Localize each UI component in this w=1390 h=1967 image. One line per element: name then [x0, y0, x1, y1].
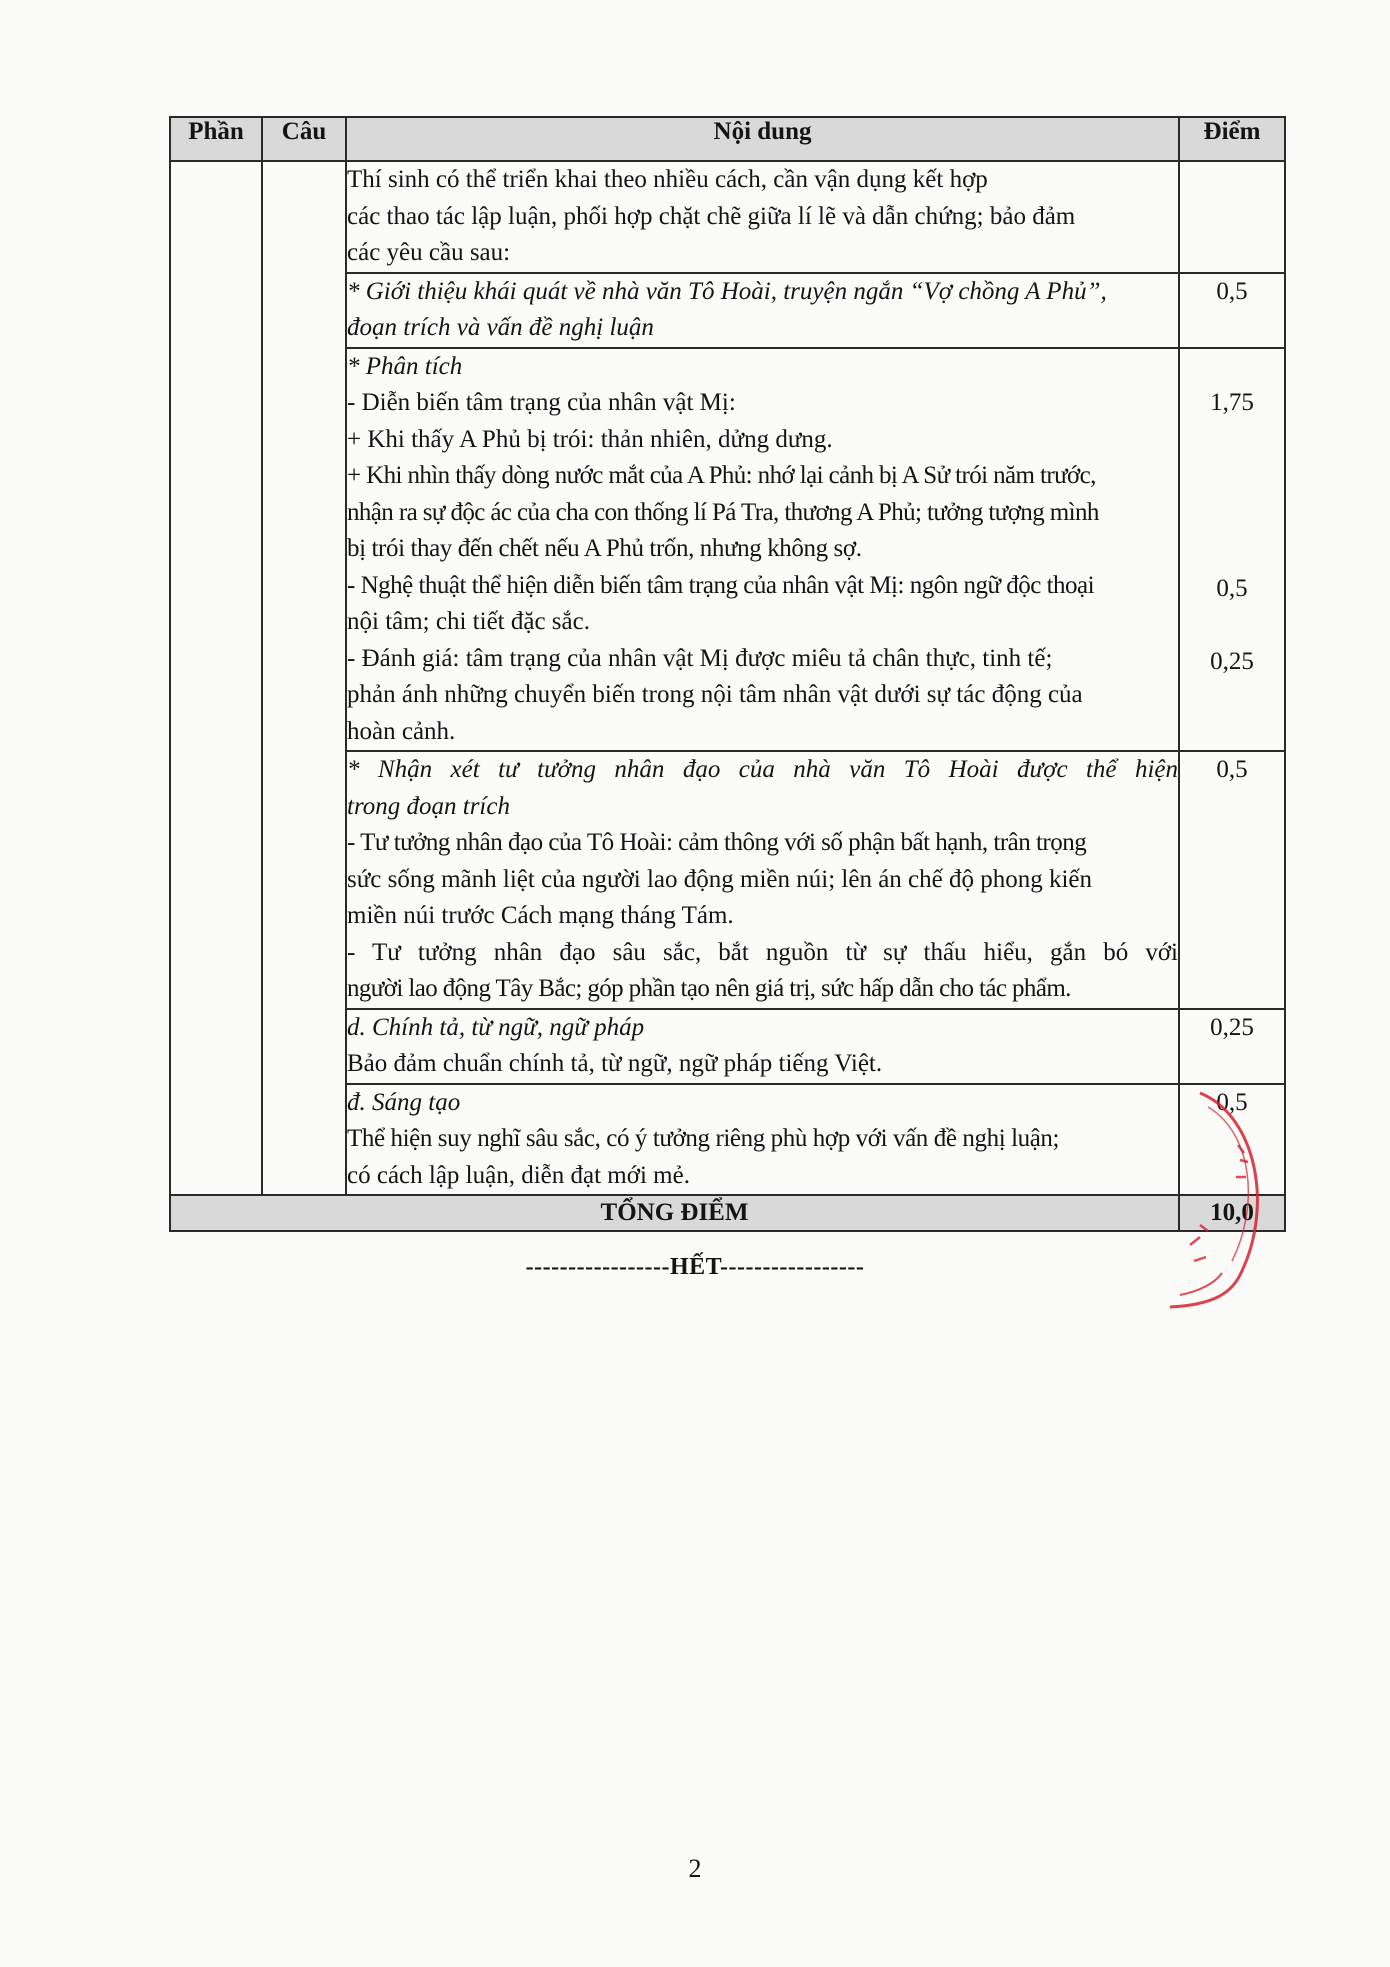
spelling-line: Bảo đảm chuẩn chính tả, từ ngữ, ngữ pháp tiếng Việt. [347, 1050, 883, 1077]
total-label: TỔNG ĐIỂM [170, 1195, 1179, 1231]
header-question: Câu [262, 117, 346, 161]
score-value: 0,5 [1216, 756, 1248, 783]
part-cell [170, 161, 262, 1195]
introduction-line: đoạn trích và vấn đề nghị luận [347, 314, 654, 341]
comment-line: - Tư tưởng nhân đạo sâu sắc, bắt nguồn từ sự thấu hiểu, gắn bó với [347, 938, 1178, 966]
score-value: 0,25 [1210, 647, 1254, 675]
total-score: 10,0 [1179, 1195, 1285, 1231]
intro-line: các yêu cầu sau: [347, 239, 511, 266]
analysis-line: - Đánh giá: tâm trạng của nhân vật Mị được miêu tả chân thực, tinh tế; [347, 644, 1053, 672]
comment-heading: * Nhận xét tư tưởng nhân đạo của nhà văn Tô Hoài được thể hiện [347, 756, 1178, 783]
header-score: Điểm [1179, 117, 1285, 161]
analysis-line: - Nghệ thuật thể hiện diễn biến tâm trạng của nhân vật Mị: ngôn ngữ độc thoại [347, 571, 1095, 599]
table-header-row [170, 117, 1285, 161]
creativity-cell [346, 1084, 1179, 1196]
analysis-line: + Khi thấy A Phủ bị trói: thản nhiên, dửng dưng. [347, 425, 833, 453]
end-mark: -----------------HẾT----------------- [525, 1254, 865, 1280]
page-number: 2 [688, 1854, 702, 1883]
analysis-line: bị trói thay đến chết nếu A Phủ trốn, nhưng không sợ. [347, 535, 862, 562]
analysis-line: - Diễn biến tâm trạng của nhân vật Mị: [347, 389, 736, 416]
score-value: 0,5 [1216, 277, 1248, 305]
creativity-line: có cách lập luận, diễn đạt mới mẻ. [347, 1161, 690, 1189]
analysis-line: + Khi nhìn thấy dòng nước mắt của A Phủ: nhớ lại cảnh bị A Sử trói năm trước, [347, 462, 1096, 489]
intro-line: các thao tác lập luận, phối hợp chặt chẽ giữa lí lẽ và dẫn chứng; bảo đảm [347, 202, 1076, 230]
analysis-cell [346, 348, 1179, 752]
header-part: Phần [170, 117, 262, 161]
score-value: 1,75 [1210, 388, 1254, 416]
score-value: 0,5 [1216, 574, 1248, 602]
header-content: Nội dung [346, 117, 1179, 161]
analysis-score-cell [1179, 348, 1285, 752]
score-value: 0,25 [1210, 1013, 1254, 1041]
analysis-line: phản ánh những chuyển biến trong nội tâm nhân vật dưới sự tác động của [347, 681, 1083, 708]
introduction-line: * Giới thiệu khái quát về nhà văn Tô Hoài, truyện ngắn “Vợ chồng A Phủ”, [347, 277, 1107, 305]
introduction-score-cell [1179, 273, 1285, 348]
introduction-cell [346, 273, 1179, 348]
intro-cell [346, 161, 1179, 273]
comment-line: sức sống mãnh liệt của người lao động miền núi; lên án chế độ phong kiến [347, 865, 1093, 893]
analysis-line: hoàn cảnh. [347, 717, 456, 745]
comment-line: miền núi trước Cách mạng tháng Tám. [347, 902, 734, 929]
spelling-score-cell [1179, 1009, 1285, 1084]
analysis-line: nội tâm; chi tiết đặc sắc. [347, 608, 590, 635]
spelling-cell [346, 1009, 1179, 1084]
question-cell [262, 161, 346, 1195]
table-row [170, 161, 1285, 273]
analysis-line: nhận ra sự độc ác của cha con thống lí Pá Tra, thương A Phủ; tưởng tượng mình [347, 498, 1099, 526]
comment-line: người lao động Tây Bắc; góp phần tạo nên giá trị, sức hấp dẫn cho tác phẩm. [347, 975, 1071, 1002]
comment-cell [346, 751, 1179, 1009]
score-value: 0,5 [1216, 1088, 1248, 1116]
total-row [170, 1195, 1285, 1231]
creativity-heading: đ. Sáng tạo [347, 1088, 461, 1116]
intro-line: Thí sinh có thể triển khai theo nhiều cách, cần vận dụng kết hợp [347, 166, 988, 193]
comment-line: - Tư tưởng nhân đạo của Tô Hoài: cảm thông với số phận bất hạnh, trân trọng [347, 829, 1087, 856]
comment-score-cell [1179, 751, 1285, 1009]
analysis-heading: * Phân tích [347, 352, 463, 380]
creativity-score-cell [1179, 1084, 1285, 1196]
grading-table [169, 116, 1286, 1232]
intro-score-cell [1179, 161, 1285, 273]
creativity-line: Thể hiện suy nghĩ sâu sắc, có ý tưởng riêng phù hợp với vấn đề nghị luận; [347, 1125, 1060, 1152]
spelling-heading: d. Chính tả, từ ngữ, ngữ pháp [347, 1013, 645, 1041]
comment-heading: trong đoạn trích [347, 792, 510, 820]
